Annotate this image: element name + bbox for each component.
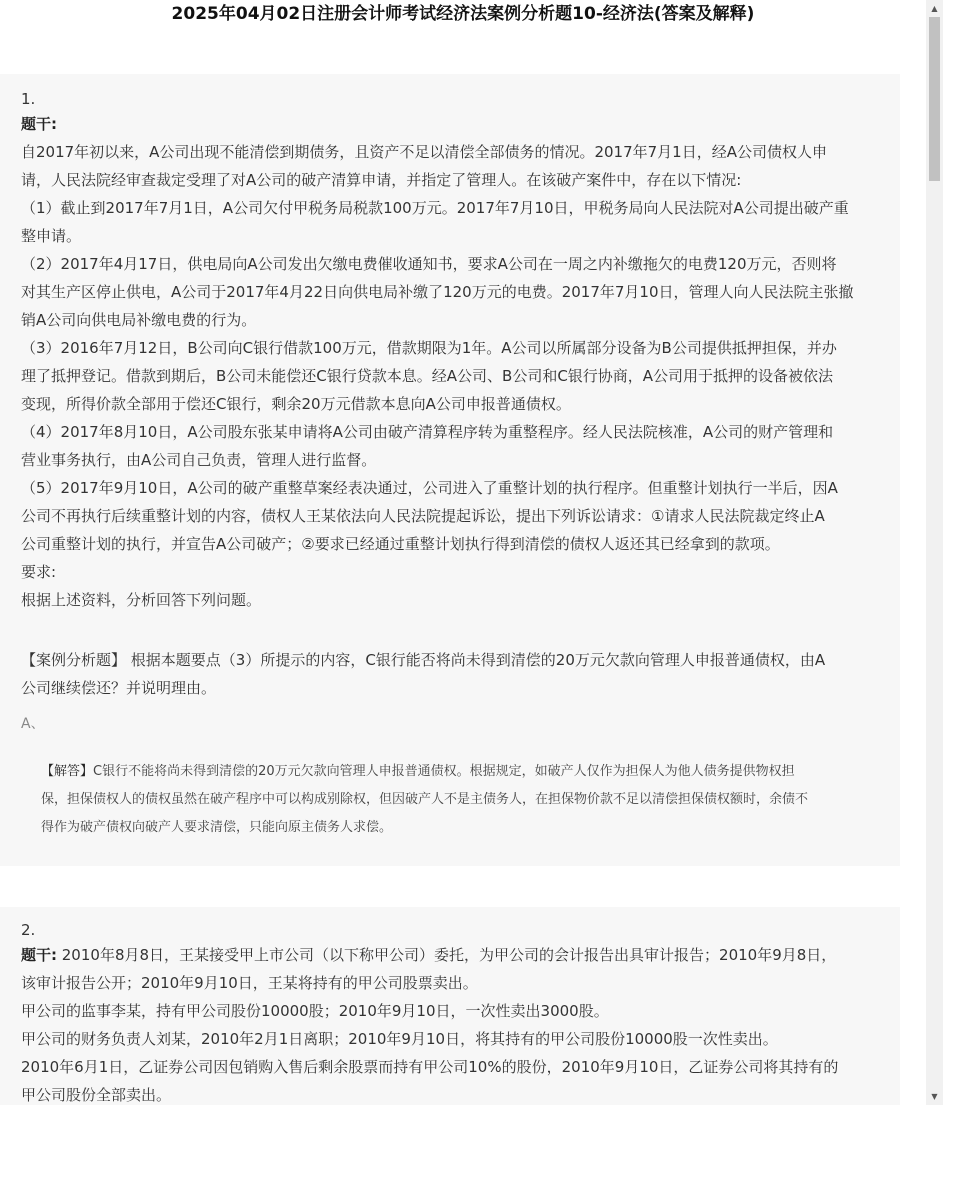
stem-line: 变现，所得价款全部用于偿还C银行，剩余20万元借款本息向A公司申报普通债权。 bbox=[21, 395, 571, 413]
stem-line: 要求: bbox=[21, 563, 57, 581]
scroll-down-icon[interactable]: ▼ bbox=[931, 1092, 938, 1101]
question-card-1 bbox=[0, 74, 900, 866]
answer-line: 保，担保债权人的债权虽然在破产程序中可以构成别除权，但因破产人不是主债务人，在担保物价款不足以清偿担保债权额时，余债不 bbox=[41, 792, 809, 807]
scroll-up-icon[interactable]: ▲ bbox=[931, 4, 938, 13]
question-line: 【案例分析题】 根据本题要点（3）所提示的内容，C银行能否将尚未得到清偿的20万元欠款向管理人申报普通债权，由A bbox=[21, 651, 826, 669]
question-line: 公司继续偿还？并说明理由。 bbox=[21, 679, 217, 697]
stem-line: 2010年6月1日，乙证券公司因包销购入售后剩余股票而持有甲公司10%的股份，2010年9月10日，乙证券公司将其持有的 bbox=[21, 1058, 839, 1076]
stem-label: 题干: bbox=[21, 115, 57, 133]
stem-line: （5）2017年9月10日，A公司的破产重整草案经表决通过，公司进入了重整计划的执行程序。但重整计划执行一半后，因A bbox=[21, 479, 838, 497]
stem-line: （4）2017年8月10日，A公司股东张某申请将A公司由破产清算程序转为重整程序。经人民法院核准，A公司的财产管理和 bbox=[21, 423, 834, 441]
stem-line: 对其生产区停止供电，A公司于2017年4月22日向供电局补缴了120万元的电费。2017年7月10日，管理人向人民法院主张撤 bbox=[21, 283, 854, 301]
vertical-scrollbar[interactable] bbox=[926, 0, 943, 1105]
stem-line: 该审计报告公开；2010年9月10日，王某将持有的甲公司股票卖出。 bbox=[21, 974, 478, 992]
question-number: 1. bbox=[21, 90, 36, 108]
stem-label: 题干: bbox=[21, 946, 57, 964]
stem-line: 整申请。 bbox=[21, 227, 82, 245]
stem-line: 2010年8月8日，王某接受甲上市公司（以下称甲公司）委托，为甲公司的会计报告出具审计报告；2010年9月8日， bbox=[57, 946, 837, 964]
stem-line: 理了抵押登记。借款到期后，B公司未能偿还C银行贷款本息。经A公司、B公司和C银行协商，A公司用于抵押的设备被依法 bbox=[21, 367, 834, 385]
stem-line: 根据上述资料，分析回答下列问题。 bbox=[21, 591, 262, 609]
stem-line: （3）2016年7月12日，B公司向C银行借款100万元，借款期限为1年。A公司以所属部分设备为B公司提供抵押担保，并办 bbox=[21, 339, 837, 357]
stem-line: 营业事务执行，由A公司自己负责，管理人进行监督。 bbox=[21, 451, 377, 469]
stem-line: 自2017年初以来，A公司出现不能清偿到期债务，且资产不足以清偿全部债务的情况。2017年7月1日，经A公司债权人申 bbox=[21, 143, 827, 161]
stem-line: （2）2017年4月17日，供电局向A公司发出欠缴电费催收通知书，要求A公司在一周之内补缴拖欠的电费120万元，否则将 bbox=[21, 255, 837, 273]
stem-line: 公司重整计划的执行，并宣告A公司破产；②要求已经通过重整计划执行得到清偿的债权人返还其已经拿到的款项。 bbox=[21, 535, 780, 553]
stem-line: 甲公司的监事李某，持有甲公司股份10000股；2010年9月10日，一次性卖出3000股。 bbox=[21, 1002, 609, 1020]
scrollbar-thumb[interactable] bbox=[929, 17, 940, 181]
stem-line: （1）截止到2017年7月1日，A公司欠付甲税务局税款100万元。2017年7月10日，甲税务局向人民法院对A公司提出破产重 bbox=[21, 199, 849, 217]
answer-line: C银行不能将尚未得到清偿的20万元欠款向管理人申报普通债权。根据规定，如破产人仅作为担保人为他人债务提供物权担 bbox=[93, 764, 795, 779]
page-title: 2025年04月02日注册会计师考试经济法案例分析题10-经济法(答案及解释) bbox=[171, 4, 755, 24]
answer-label: 【解答】 bbox=[41, 764, 94, 779]
answer-line: 得作为破产债权向破产人要求清偿，只能向原主债务人求偿。 bbox=[41, 820, 393, 835]
option-a[interactable]: A、 bbox=[21, 716, 45, 732]
answer-explanation bbox=[41, 758, 881, 842]
question-card-2 bbox=[0, 907, 900, 1105]
stem-line: 甲公司的财务负责人刘某，2010年2月1日离职；2010年9月10日，将其持有的甲公司股份10000股一次性卖出。 bbox=[21, 1030, 778, 1048]
stem-line: 公司不再执行后续重整计划的内容，债权人王某依法向人民法院提起诉讼，提出下列诉讼请求：①请求人民法院裁定终止A bbox=[21, 507, 825, 525]
question-number: 2. bbox=[21, 921, 36, 939]
stem-line: 请，人民法院经审查裁定受理了对A公司的破产清算申请，并指定了管理人。在该破产案件中，存在以下情况: bbox=[21, 171, 742, 189]
stem-line: 甲公司股份全部卖出。 bbox=[21, 1086, 172, 1104]
stem-line: 销A公司向供电局补缴电费的行为。 bbox=[21, 311, 257, 329]
